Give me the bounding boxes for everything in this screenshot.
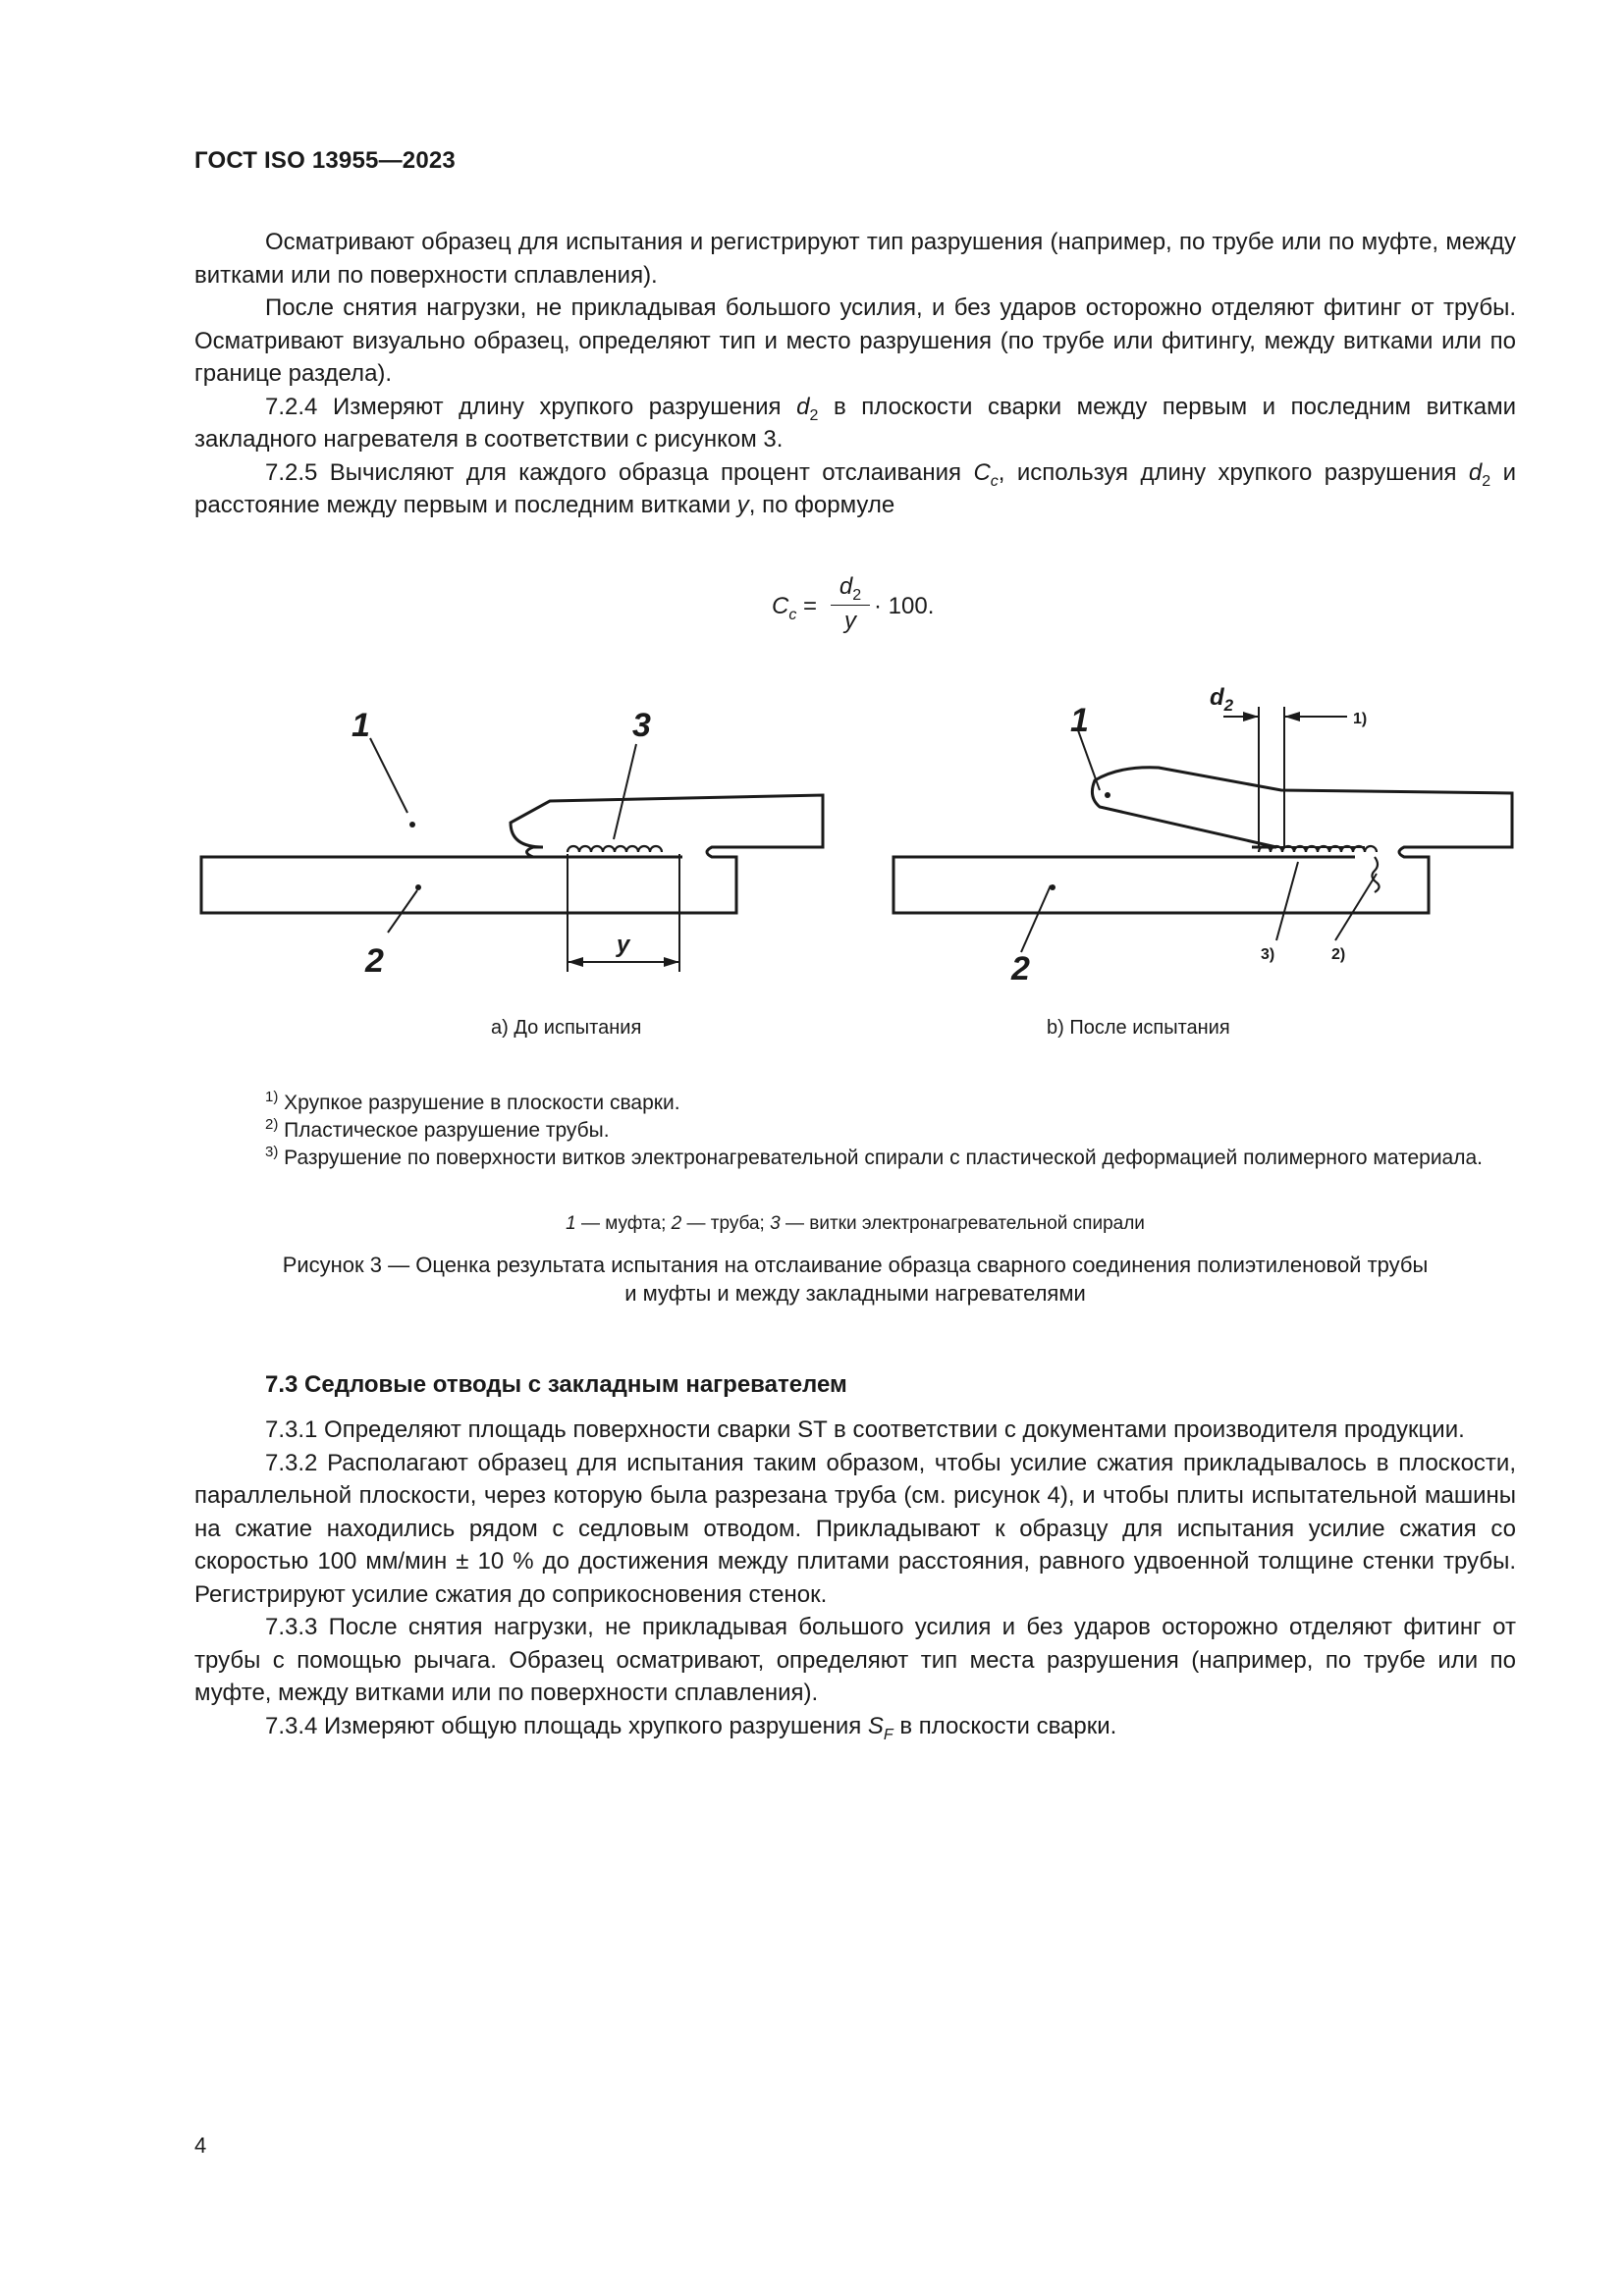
formula-fraction: $d_2$ y (831, 573, 870, 635)
subcaption-a: а) До испытания (491, 1017, 642, 1039)
figure-footnotes (194, 1090, 1516, 1172)
point-coupling-b (1105, 792, 1110, 798)
document-header: ГОСТ ISO 13955—2023 (194, 147, 456, 174)
leader-line-1-a (370, 738, 407, 813)
figure-3-diagram (0, 0, 1624, 1041)
dimension-d2-arrow-right (1284, 712, 1300, 721)
subfigure-b-after-test (893, 684, 1512, 988)
leader-line-2note-b (1335, 874, 1377, 940)
peel-percentage-formula: $C_c$ = $d_2$ y · 100. (772, 573, 935, 634)
label-2-a: 2 (365, 942, 384, 980)
dimension-d2-arrow-left (1243, 712, 1259, 721)
paragraph-unload: После снятия нагрузки, не прикладывая большого усилия, и без ударов осторожно отделяют фитинг от трубы. Осматривают визуально образец, определяют тип и место разрушения (по трубе или фитингу, между витками или по границе раздела). (194, 294, 1516, 387)
note-label-2: 2) (1331, 946, 1346, 963)
subcaption-b: b) После испытания (1047, 1017, 1230, 1039)
label-y: y (617, 932, 630, 958)
point-pipe-a (415, 884, 421, 890)
coupling-a (511, 795, 823, 857)
label-d2: $d_2$ (1210, 684, 1234, 715)
dimension-y-arrow-left (568, 957, 583, 967)
footnote-3: $^{3)}$ Разрушение по поверхности витков электронагревательной спирали с пластической деформацией полимерного материала. (265, 1144, 1483, 1169)
subfigure-a-before-test (201, 707, 823, 980)
figure-legend: 1 — муфта; 2 — труба; 3 — витки электронагревательной спирали (566, 1213, 1145, 1234)
label-1-a: 1 (352, 707, 370, 744)
section-7-3-text (194, 1414, 1516, 1742)
paragraph-7-3-3: 7.3.3 После снятия нагрузки, не прикладывая большого усилия и без ударов осторожно отделяют фитинг от трубы с помощью рычага. Образец осматривают, определяют тип места разрушения (например, по трубе или по муфте, между витками или по поверхности сплавления). (194, 1614, 1516, 1706)
note-label-3: 3) (1261, 946, 1275, 963)
note-label-1: 1) (1353, 711, 1368, 727)
dimension-y-arrow-right (664, 957, 679, 967)
footnote-1: $^{1)}$ Хрупкое разрушение в плоскости сварки. (265, 1089, 680, 1114)
footnote-2: $^{2)}$ Пластическое разрушение трубы. (265, 1116, 610, 1142)
coupling-b (1092, 768, 1512, 847)
label-3-a: 3 (632, 707, 651, 744)
paragraph-inspect: Осматривают образец для испытания и регистрируют тип разрушения (например, по трубе или по муфте, между витками или по поверхности сплавления). (194, 229, 1516, 289)
paragraph-7-3-1: 7.3.1 Определяют площадь поверхности сварки ST в соответствии с документами производителя продукции. (265, 1416, 1465, 1443)
figure-caption: Рисунок 3 — Оценка результата испытания на отслаивание образца сварного соединения полиэтиленовой трубы и муфты и между закладными нагревателями (282, 1253, 1429, 1306)
leader-line-1-b (1078, 730, 1100, 790)
page-number: 4 (194, 2133, 207, 2158)
leader-line-3-b (1276, 862, 1298, 940)
paragraph-7-2-4: 7.2.4 Измеряют длину хрупкого разрушения $d_2$ в плоскости сварки между первым и последним витками закладного нагревателя в соответствии с рисунком 3. (194, 393, 1516, 453)
label-2-b: 2 (1011, 950, 1030, 988)
pipe-b (893, 847, 1429, 913)
point-pipe-b (1050, 884, 1056, 890)
paragraph-7-3-4: 7.3.4 Измеряют общую площадь хрупкого разрушения $S_F$ в плоскости сварки. (265, 1712, 1117, 1743)
paragraph-7-3-2: 7.3.2 Располагают образец для испытания таким образом, чтобы усилие сжатия прикладывалось в плоскости, параллельной плоскости, через которую была разрезана труба (см. рисунок 4), и чтобы плиты испытательной машины на сжатие находились рядом с седловым отводом. Прикладывают к образцу для испытания усилие сжатия со скоростью 100 мм/мин ± 10 % до достижения между плитами расстояния, равного удвоенной толщине стенки трубы. Регистрируют усилие сжатия до соприкосновения стенок. (194, 1449, 1516, 1608)
leader-line-2-b (1021, 885, 1051, 952)
label-1-b: 1 (1070, 702, 1089, 739)
section-heading-7-3: 7.3 Седловые отводы с закладным нагревателем (265, 1371, 847, 1398)
point-coupling-a (409, 822, 415, 828)
paragraph-7-2-5: 7.2.5 Вычисляют для каждого образца процент отслаивания $C_c$, используя длину хрупкого разрушения $d_2$ и расстояние между первым и последним витками y, по формуле (194, 458, 1516, 518)
coil-turns-a (568, 846, 662, 852)
leader-line-3-a (614, 744, 636, 839)
